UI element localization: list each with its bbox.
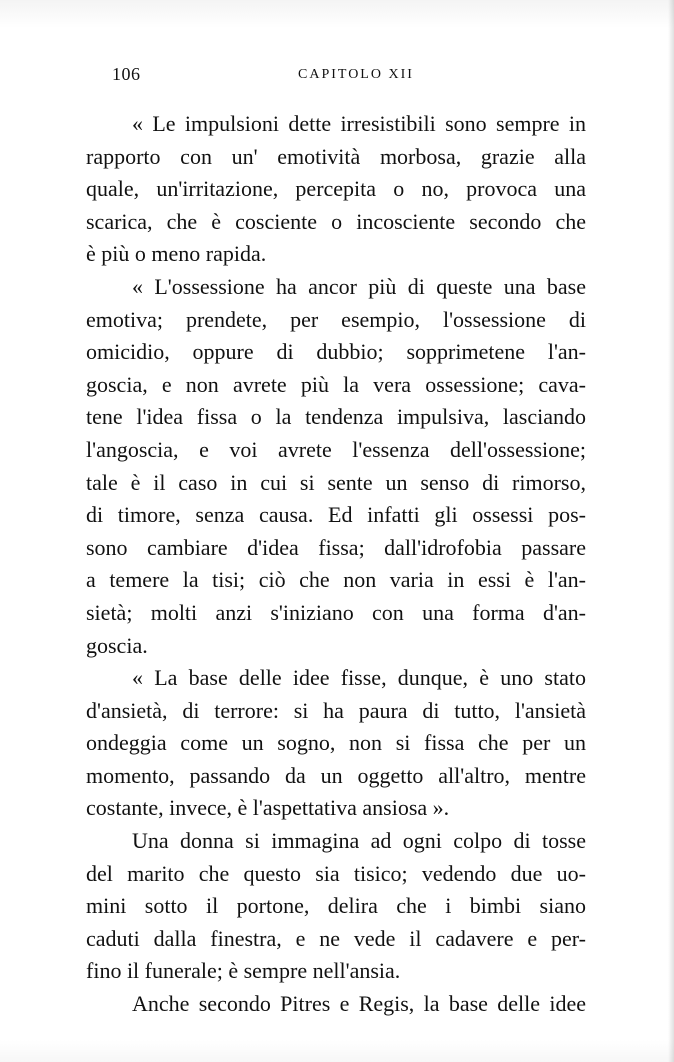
text-line: goscia. <box>86 632 148 658</box>
text-line: di timore, senza causa. Ed infatti gli ossessi pos- <box>86 502 586 528</box>
text-line: Una donna si immagina ad ogni colpo di tosse <box>132 828 586 854</box>
text-line: rapporto con un' emotività morbosa, grazie alla <box>86 143 586 169</box>
text-line: quale, un'irritazione, percepita o no, provoca una <box>86 176 586 202</box>
text-line: goscia, e non avrete più la vera ossessione; cava- <box>86 371 586 397</box>
text-line: sono cambiare d'idea fissa; dall'idrofobia passare <box>86 534 586 560</box>
text-line: caduti dalla finestra, e ne vede il cadavere e per- <box>86 925 586 951</box>
text-line: tene l'idea fissa o la tendenza impulsiva, lasciando <box>86 404 586 430</box>
page-number: 106 <box>112 64 141 84</box>
text-line: a temere la tisi; ciò che non varia in essi è l'an- <box>86 567 586 593</box>
text-line: l'angoscia, e voi avrete l'essenza dell'ossessione; <box>86 436 586 462</box>
text-line: « La base delle idee fisse, dunque, è uno stato <box>132 665 586 691</box>
running-title: CAPITOLO XII <box>298 67 414 82</box>
text-line: d'ansietà, di terrore: si ha paura di tutto, l'ansietà <box>86 697 586 723</box>
text-line: scarica, che è cosciente o incosciente secondo che <box>86 208 586 234</box>
page-header <box>112 64 586 90</box>
text-line: Anche secondo Pitres e Regis, la base delle idee <box>132 991 586 1017</box>
page-edge-shadow <box>668 0 674 1062</box>
text-line: sietà; molti anzi s'iniziano con una forma d'an- <box>86 599 586 625</box>
text-line: fino il funerale; è sempre nell'ansia. <box>86 958 401 984</box>
text-line: tale è il caso in cui si sente un senso di rimorso, <box>86 469 586 495</box>
text-line: ondeggia come un sogno, non si fissa che per un <box>86 730 586 756</box>
body-text <box>86 108 586 1021</box>
text-line: costante, invece, è l'aspettativa ansiosa ». <box>86 795 450 821</box>
text-line: del marito che questo sia tisico; vedendo due uo- <box>86 860 586 886</box>
text-line: mini sotto il portone, delira che i bimbi siano <box>86 893 586 919</box>
text-line: è più o meno rapida. <box>86 241 267 267</box>
text-line: emotiva; prendete, per esempio, l'ossessione di <box>86 306 586 332</box>
text-line: omicidio, oppure di dubbio; sopprimetene l'an- <box>86 339 586 365</box>
text-line: momento, passando da un oggetto all'altro, mentre <box>86 762 586 788</box>
text-line: « L'ossessione ha ancor più di queste una base <box>132 273 586 299</box>
text-line: « Le impulsioni dette irresistibili sono sempre in <box>132 111 586 136</box>
